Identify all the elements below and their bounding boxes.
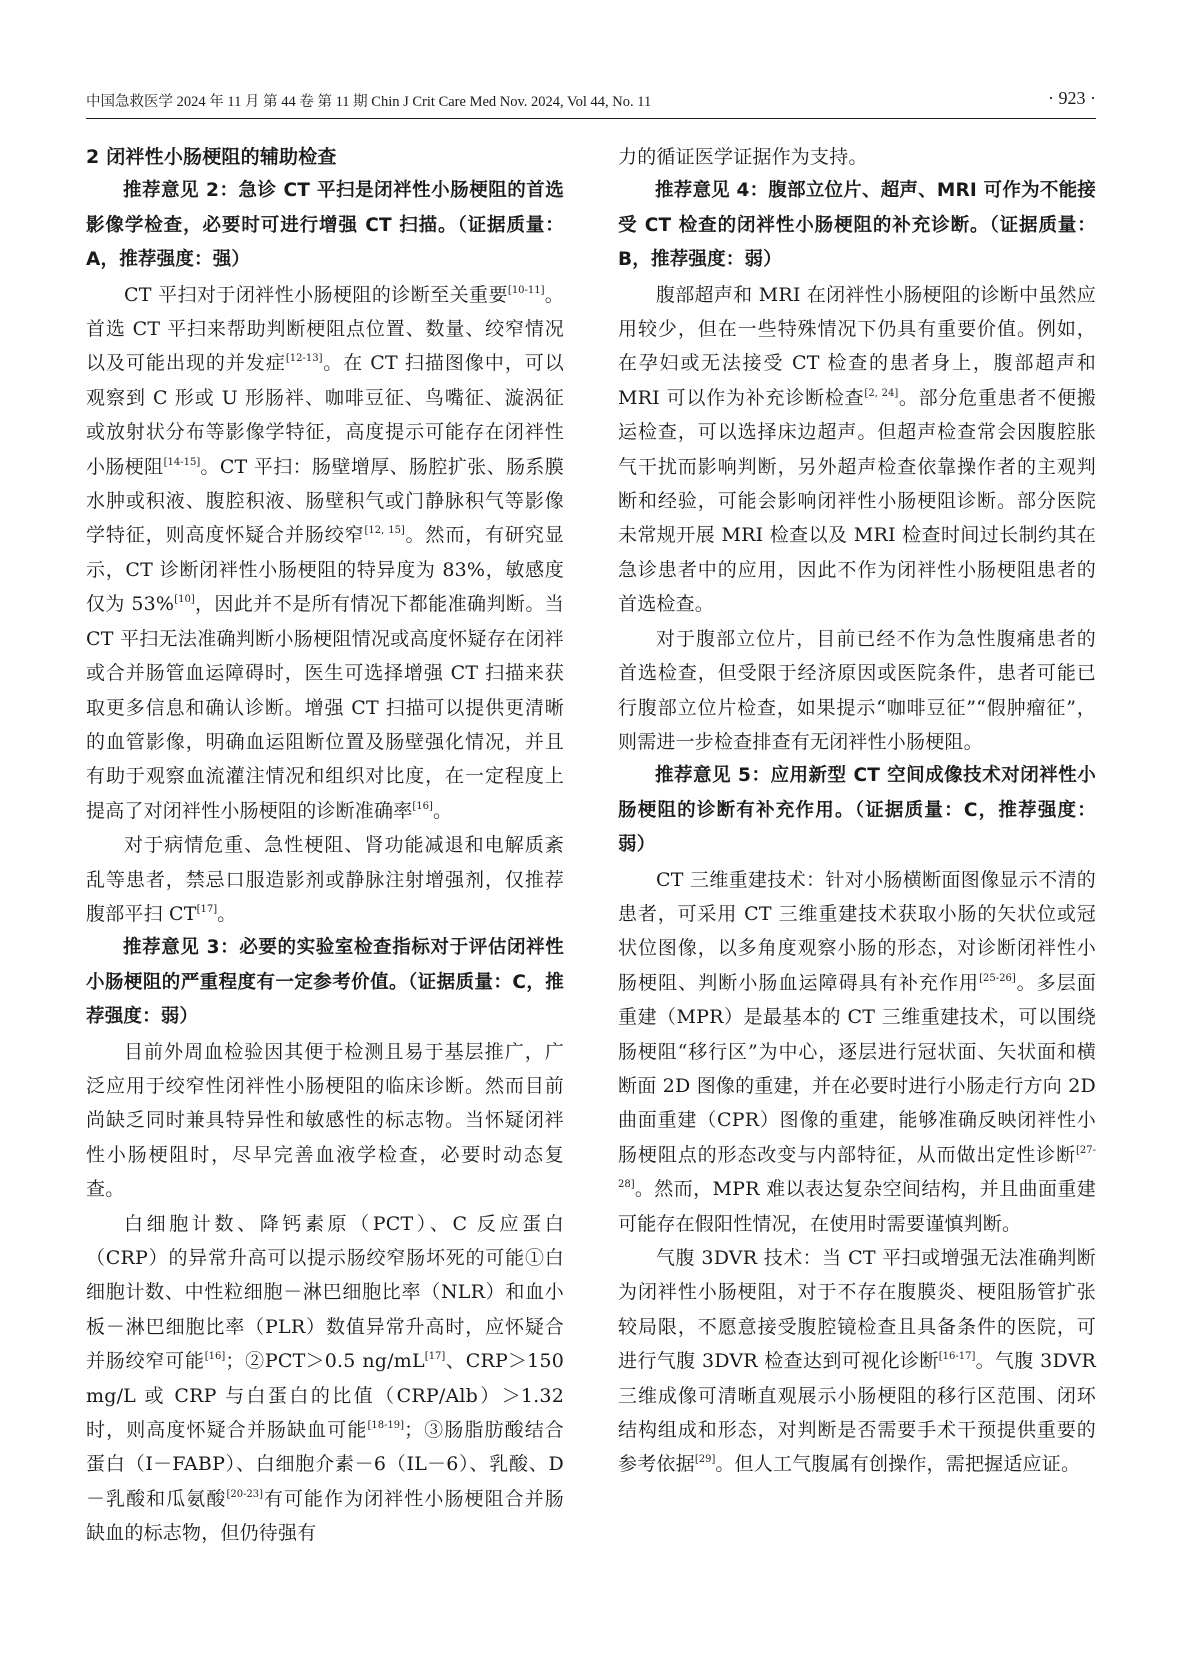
text-run: 。 — [432, 799, 453, 822]
paragraph-ct-scan — [86, 278, 564, 829]
right-column — [618, 140, 1096, 1482]
text-run: 气腹 3DVR 技术：当 CT 平扫或增强无法准确判断为闭袢性小肠梗阻，对于不存在腹膜炎、梗阻肠管扩张较局限，不愿意接受腹腔镜检查且具备条件的医院，可进行气腹 3DVR 检查达到可视化诊断 — [618, 1247, 1096, 1373]
text-run: 。气腹 3DVR 三维成像可清晰直观展示小肠梗阻的移行区范围、闭环结构组成和形态，对判断是否需要手术干预提供重要的参考依据 — [618, 1350, 1096, 1476]
citation-ref: [2, 24] — [864, 387, 899, 399]
text-run: 。CT 平扫：肠壁增厚、肠腔扩张、肠系膜水肿或积液、腹腔积液、肠壁积气或门静脉积气等影像学特征，则高度怀疑合并肠绞窄 — [86, 455, 564, 547]
citation-ref: [12-13] — [285, 353, 323, 365]
citation-ref: [29] — [694, 1454, 716, 1466]
paragraph-continuation: 力的循证医学证据作为支持。 — [618, 146, 868, 168]
paragraph-abdominal-xray: 对于腹部立位片，目前已经不作为急性腹痛患者的首选检查，但受限于经济原因或医院条件，患者可能已行腹部立位片检查，如果提示“咖啡豆征”“假肿瘤征”，则需进一步检查排查有无闭袢性小肠梗阻。 — [618, 627, 1096, 753]
running-header — [86, 84, 1096, 119]
text-run: 。但人工气腹属有创操作，需把握适应证。 — [715, 1453, 1081, 1476]
paragraph-ultrasound-mri — [618, 278, 1096, 622]
paragraph-ct-3d-reconstruction — [618, 863, 1096, 1241]
citation-ref: [25-26] — [979, 972, 1016, 984]
citation-ref: [17] — [196, 903, 218, 915]
text-run: 有可能作为闭袢性小肠梗阻合并肠缺血的标志物，但仍待强有 — [86, 1487, 564, 1545]
text-run: 。首选 CT 平扫来帮助判断梗阻点位置、数量、绞窄情况以及可能出现的并发症 — [86, 283, 564, 375]
journal-citation: 中国急救医学 2024 年 11 月 第 44 卷 第 11 期 Chin J Crit Care Med Nov. 2024, Vol 44, No. 11 — [86, 94, 652, 110]
text-run: ；②PCT＞0.5 ng/mL — [225, 1350, 425, 1373]
text-run: CT 三维重建技术：针对小肠横断面图像显示不清的患者，可采用 CT 三维重建技术获取小肠的矢状位或冠状位图像，以多角度观察小肠的形态，对诊断闭袢性小肠梗阻、判断小肠血运障碍具有补充作用 — [618, 868, 1096, 994]
paragraph-biomarkers — [86, 1207, 564, 1551]
text-run: ；③肠脂肪酸结合蛋白（I－FABP）、白细胞介素－6（IL－6）、乳酸、D－乳酸和瓜氨酸 — [86, 1419, 564, 1510]
citation-ref: [17] — [424, 1351, 446, 1363]
citation-ref: [10] — [174, 594, 195, 606]
text-run: 。然而，MPR 难以表达复杂空间结构，并且曲面重建可能存在假阳性情况，在使用时需要谨慎判断。 — [618, 1178, 1096, 1235]
text-run: 白细胞计数、降钙素原（PCT）、C 反应蛋白（CRP）的异常升高可以提示肠绞窄肠坏死的可能①白细胞计数、中性粒细胞－淋巴细胞比率（NLR）和血小板－淋巴细胞比率（PLR）数值异常升高时，应怀疑合并肠绞窄可能 — [86, 1212, 564, 1373]
citation-ref: [16] — [204, 1351, 226, 1363]
text-run: 对于病情危重、急性梗阻、肾功能减退和电解质紊乱等患者，禁忌口服造影剂或静脉注射增强剂，仅推荐腹部平扫 CT — [86, 834, 564, 925]
text-run: 腹部超声和 MRI 在闭袢性小肠梗阻的诊断中虽然应用较少，但在一些特殊情况下仍具有重要价值。例如，在孕妇或无法接受 CT 检查的患者身上，腹部超声和 MRI 可以作为补充诊断检查 — [618, 283, 1096, 409]
left-column — [86, 140, 564, 1551]
citation-ref: [18-19] — [367, 1420, 405, 1432]
section-title: 2 闭袢性小肠梗阻的辅助检查 — [86, 146, 337, 168]
citation-ref: [16-17] — [938, 1351, 976, 1363]
text-run: 。部分危重患者不便搬运检查，可以选择床边超声。但超声检查常会因腹腔胀气干扰而影响判断，另外超声检查依靠操作者的主观判断和经验，可能会影响闭袢性小肠梗阻诊断。部分医院未常规开展 MRI 检查以及 MRI 检查时间过长制约其在急诊患者中的应用，因此不作为闭袢性小肠梗阻患者的首选检查。 — [618, 386, 1096, 616]
citation-ref: [27-28] — [618, 1144, 1096, 1191]
paragraph-blood-tests: 目前外周血检验因其便于检测且易于基层推广，广泛应用于绞窄性闭袢性小肠梗阻的临床诊断。然而目前尚缺乏同时兼具特异性和敏感性的标志物。当怀疑闭袢性小肠梗阻时，尽早完善血液学检查，必要时动态复查。 — [86, 1040, 564, 1201]
citation-ref: [14-15] — [163, 456, 201, 468]
citation-ref: [16] — [412, 800, 433, 812]
recommendation-4: 推荐意见 4：腹部立位片、超声、MRI 可作为不能接受 CT 检查的闭袢性小肠梗阻的补充诊断。（证据质量：B，推荐强度：弱） — [618, 180, 1096, 271]
text-run: 。在 CT 扫描图像中，可以观察到 C 形或 U 形肠袢、咖啡豆征、鸟嘴征、漩涡征或放射状分布等影像学特征，高度提示可能存在闭袢性小肠梗阻 — [86, 352, 564, 478]
page-number: · 923 · — [1048, 88, 1096, 108]
citation-ref: [12, 15] — [364, 525, 405, 537]
text-run: CT 平扫对于闭袢性小肠梗阻的诊断至关重要 — [124, 283, 508, 306]
citation-ref: [10-11] — [507, 284, 545, 296]
recommendation-5: 推荐意见 5：应用新型 CT 空间成像技术对闭袢性小肠梗阻的诊断有补充作用。（证据质量：C，推荐强度：弱） — [618, 765, 1096, 856]
text-run: ，因此并不是所有情况下都能准确判断。当 CT 平扫无法准确判断小肠梗阻情况或高度怀疑存在闭袢或合并肠管血运障碍时，医生可选择增强 CT 扫描来获取更多信息和确认诊断。增强 CT 扫描可以提供更清晰的血管影像，明确血运阻断位置及肠壁强化情况，并且有助于观察血流灌注情况和组织对比度，在一定程度上提高了对闭袢性小肠梗阻的诊断准确率 — [86, 593, 564, 822]
text-run: 。多层面重建（MPR）是最基本的 CT 三维重建技术，可以围绕肠梗阻“移行区”为中心，逐层进行冠状面、矢状面和横断面 2D 图像的重建，并在必要时进行小肠走行方向 2D 曲面重建（CPR）图像的重建，能够准确反映闭袢性小肠梗阻点的形态改变与内部特征，从而做出定性诊断 — [618, 971, 1096, 1166]
recommendation-2: 推荐意见 2：急诊 CT 平扫是闭袢性小肠梗阻的首选影像学检查，必要时可进行增强 CT 扫描。（证据质量：A，推荐强度：强） — [86, 180, 564, 271]
text-run: 。 — [217, 902, 237, 925]
citation-ref: [20-23] — [226, 1488, 264, 1500]
paragraph-contraindications — [86, 828, 564, 931]
text-run: 、CRP＞150 mg/L 或 CRP 与白蛋白的比值（CRP/Alb）＞1.32 时，则高度怀疑合并肠缺血可能 — [86, 1350, 565, 1442]
recommendation-3: 推荐意见 3：必要的实验室检查指标对于评估闭袢性小肠梗阻的严重程度有一定参考价值。（证据质量：C，推荐强度：弱） — [86, 937, 564, 1028]
text-run: 。然而，有研究显示，CT 诊断闭袢性小肠梗阻的特异度为 83%，敏感度仅为 53% — [86, 524, 564, 616]
paragraph-pneumoperitoneum-3dvr — [618, 1241, 1096, 1482]
